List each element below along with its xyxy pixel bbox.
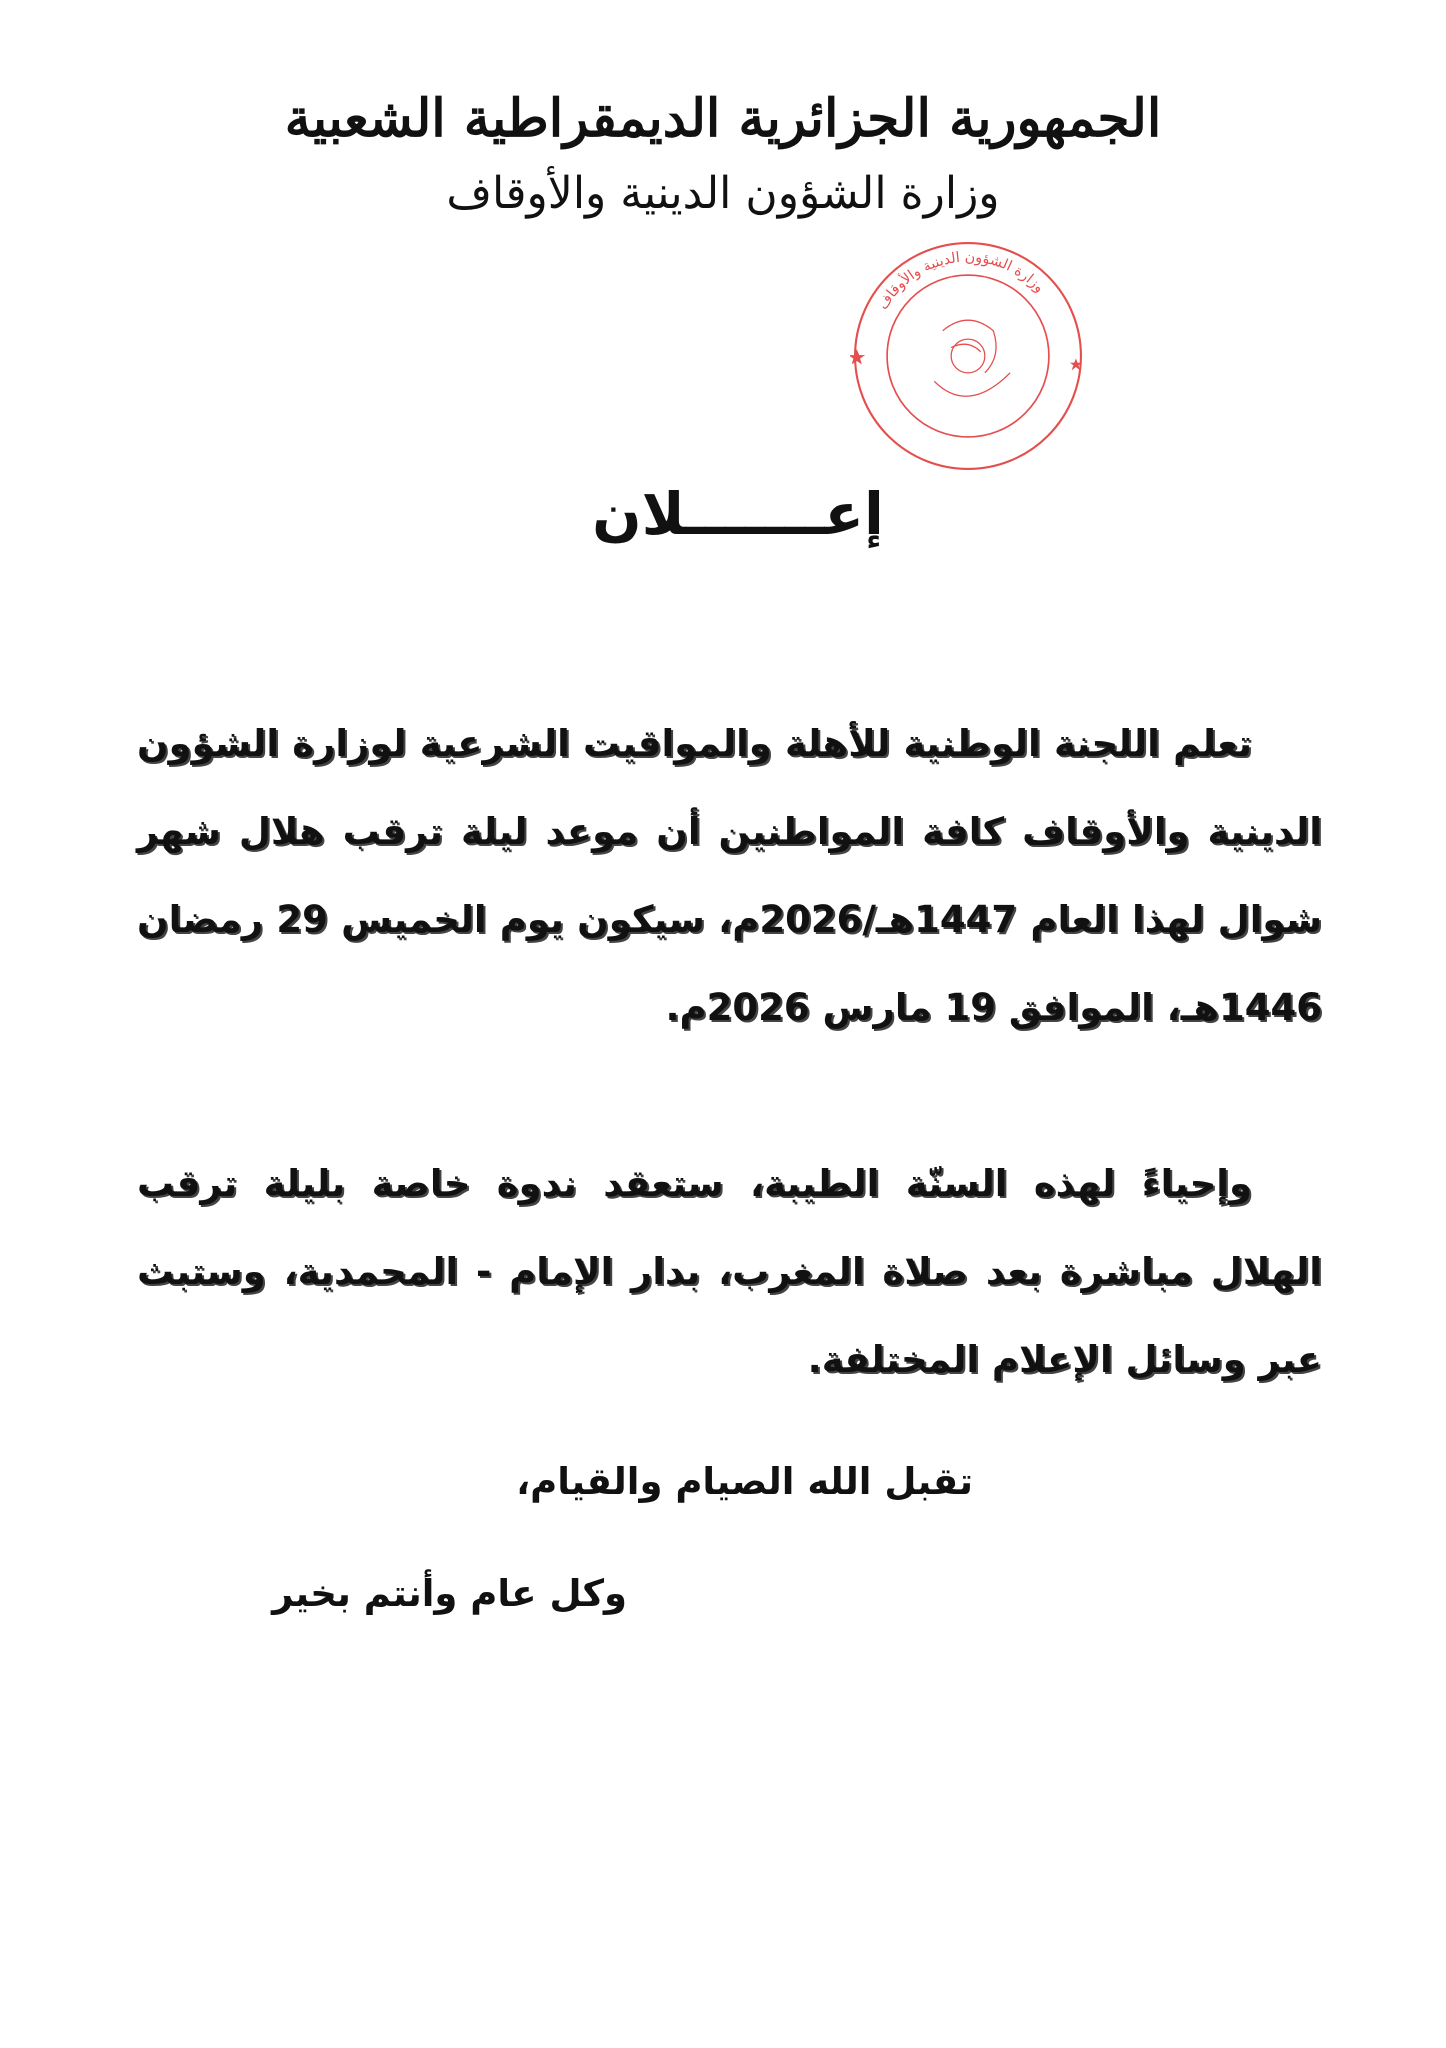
closing-line-2: وكل عام وأنتم بخير — [272, 1572, 627, 1615]
stamp-outer-ring — [855, 243, 1081, 469]
announcement-title: إعـــــــلان — [592, 480, 884, 548]
closing-line-1: تقبل الله الصيام والقيام، — [516, 1460, 973, 1503]
stamp-inner-ring — [887, 275, 1049, 437]
emblem-icon — [934, 320, 1010, 396]
announcement-paragraph-2: وإحياءً لهذه السنّة الطيبة، ستعقد ندوة خاصة بليلة ترقب الهلال مباشرة بعد صلاة المغرب، بدار الإمام - المحمدية، وستبث عبر وسائل الإعلام المختلفة. — [137, 1162, 1322, 1381]
announcement-paragraph-1: تعلم اللجنة الوطنية للأهلة والمواقيت الشرعية لوزارة الشؤون الدينية والأوقاف كافة المواطنين أن موعد ليلة ترقب هلال شهر شوال لهذا العام 1447هـ/2026م، سيكون يوم الخميس 29 رمضان 1446هـ، الموافق 19 مارس 2026م. — [137, 722, 1322, 1029]
star-icon — [850, 349, 1082, 370]
republic-heading: الجمهورية الجزائرية الديمقراطية الشعبية — [284, 88, 1162, 149]
official-stamp — [850, 238, 1086, 474]
ministry-heading: وزارة الشؤون الدينية والأوقاف — [446, 168, 1000, 219]
stamp-text: وزارة الشؤون الدينية والأوقاف — [874, 249, 1048, 313]
